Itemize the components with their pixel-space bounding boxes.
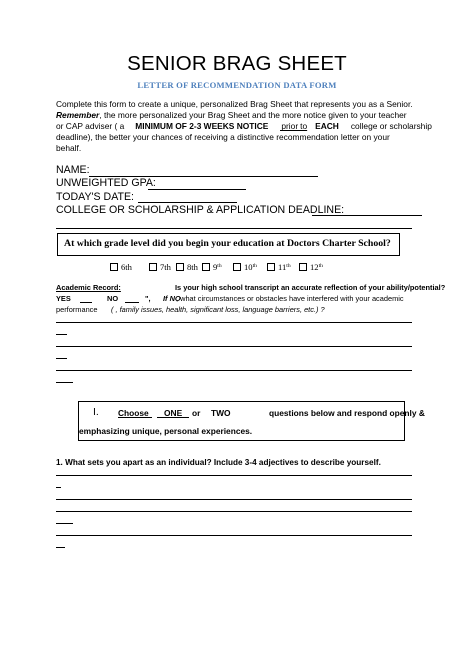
- grade-option-8[interactable]: [176, 262, 198, 272]
- intro-text-1: Complete this form to create a unique, personalized Brag Sheet that represents you as a Senior.: [56, 99, 413, 109]
- gpa-label: UNWEIGHTED GPA:: [56, 177, 156, 189]
- grade-11-label: 11: [278, 262, 287, 272]
- grade-option-10[interactable]: [233, 262, 257, 272]
- date-label: TODAY'S DATE:: [56, 191, 134, 203]
- academic-text-1: , what circumstances or obstacles have interfered with your academic: [176, 294, 404, 303]
- answer-line[interactable]: [56, 499, 412, 500]
- grade-12-suffix: th: [318, 263, 323, 269]
- answer-line[interactable]: [56, 370, 412, 371]
- grade-7-label: 7th: [160, 262, 171, 272]
- grade-12-label: 12: [310, 262, 319, 272]
- checkbox-7th[interactable]: [149, 263, 157, 271]
- grade-10-suffix: th: [252, 263, 257, 269]
- gpa-field[interactable]: [148, 189, 246, 190]
- if-no-label: If NO: [163, 294, 181, 303]
- page-subtitle: LETTER OF RECOMMENDATION DATA FORM: [137, 80, 337, 90]
- academic-question: Is your high school transcript an accurate reflection of your ability/potential?: [175, 283, 446, 292]
- answer-line-short[interactable]: [56, 487, 61, 488]
- yes-label: YES: [56, 294, 71, 303]
- section-roman: I.: [93, 406, 99, 418]
- section-or: or: [192, 408, 201, 418]
- checkbox-8th[interactable]: [176, 263, 184, 271]
- intro-to: to: [300, 121, 308, 131]
- intro-text-2: , the more personalized your Brag Sheet and the more notice given to your teacher: [99, 110, 407, 120]
- grade-option-6[interactable]: [110, 262, 132, 272]
- intro-line-4: [56, 132, 390, 143]
- answer-line-short[interactable]: [56, 382, 73, 383]
- no-label: NO: [107, 294, 119, 303]
- grade-6-label: 6th: [121, 262, 132, 272]
- question-1: 1. What sets you apart as an individual? Include 3-4 adjectives to describe yourself.: [56, 458, 381, 467]
- no-field[interactable]: [125, 302, 139, 303]
- performance-label: performance: [56, 305, 98, 314]
- answer-line[interactable]: [56, 535, 412, 536]
- answer-line[interactable]: [56, 511, 412, 512]
- grade-9-suffix: th: [217, 263, 222, 269]
- intro-text-3b: college or scholarship: [350, 121, 432, 131]
- answer-line-short[interactable]: [56, 358, 67, 359]
- intro-line-3: [56, 121, 432, 132]
- academic-text-2: ( , family issues, health, significant loss, language barriers, etc.) ?: [111, 305, 325, 314]
- answer-line-short[interactable]: [56, 547, 65, 548]
- one-underline: [157, 417, 189, 418]
- grade-question: At which grade level did you begin your education at Doctors Charter School?: [64, 238, 391, 249]
- section-one: ONE: [164, 408, 183, 418]
- intro-prior: prior: [281, 121, 299, 131]
- choose-underline: [118, 417, 152, 418]
- intro-line-2: [56, 110, 407, 121]
- answer-line-short[interactable]: [56, 334, 67, 335]
- intro-line-5: [56, 143, 81, 154]
- section-choose: Choose: [118, 408, 149, 418]
- deadline-label: COLLEGE OR SCHOLARSHIP & APPLICATION DEADLINE:: [56, 204, 345, 216]
- quote-mark: ",: [145, 294, 151, 303]
- grade-option-9[interactable]: [202, 262, 222, 272]
- section-two: TWO: [211, 408, 231, 418]
- grade-option-11[interactable]: [267, 262, 291, 272]
- deadline-field[interactable]: [312, 215, 422, 216]
- academic-record-label: Academic Record:: [56, 283, 121, 292]
- grade-11-suffix: th: [286, 263, 291, 269]
- date-field[interactable]: [138, 202, 237, 203]
- intro-text-4: deadline), the better your chances of receiving a distinctive recommendation letter on your: [56, 132, 390, 142]
- name-label: NAME:: [56, 164, 90, 176]
- prior-to-underline: [280, 130, 306, 131]
- intro-each: EACH: [315, 121, 339, 131]
- intro-remember: Remember: [56, 110, 100, 120]
- grade-9-label: 9: [213, 262, 218, 272]
- answer-line-short[interactable]: [56, 523, 73, 524]
- section-line-2: emphasizing unique, personal experiences.: [79, 426, 253, 436]
- section-rest: questions below and respond openly &: [269, 408, 425, 418]
- checkbox-6th[interactable]: [110, 263, 118, 271]
- intro-text-5: behalf.: [56, 143, 82, 153]
- grade-option-12[interactable]: [299, 262, 323, 272]
- grade-10-label: 10: [244, 262, 253, 272]
- checkbox-11th[interactable]: [267, 263, 275, 271]
- intro-line-1: [56, 99, 413, 110]
- answer-line[interactable]: [56, 346, 412, 347]
- grade-option-7[interactable]: [149, 262, 171, 272]
- page-title: SENIOR BRAG SHEET: [127, 52, 347, 75]
- intro-notice: MINIMUM OF 2-3 WEEKS NOTICE: [135, 121, 269, 131]
- checkbox-10th[interactable]: [233, 263, 241, 271]
- grade-8-label: 8th: [187, 262, 198, 272]
- checkbox-12th[interactable]: [299, 263, 307, 271]
- deadline-field-line-2[interactable]: [56, 228, 412, 229]
- answer-line[interactable]: [56, 322, 412, 323]
- answer-line[interactable]: [56, 475, 412, 476]
- yes-field[interactable]: [80, 302, 92, 303]
- checkbox-9th[interactable]: [202, 263, 210, 271]
- intro-text-3a: or CAP adviser ( a: [56, 121, 125, 131]
